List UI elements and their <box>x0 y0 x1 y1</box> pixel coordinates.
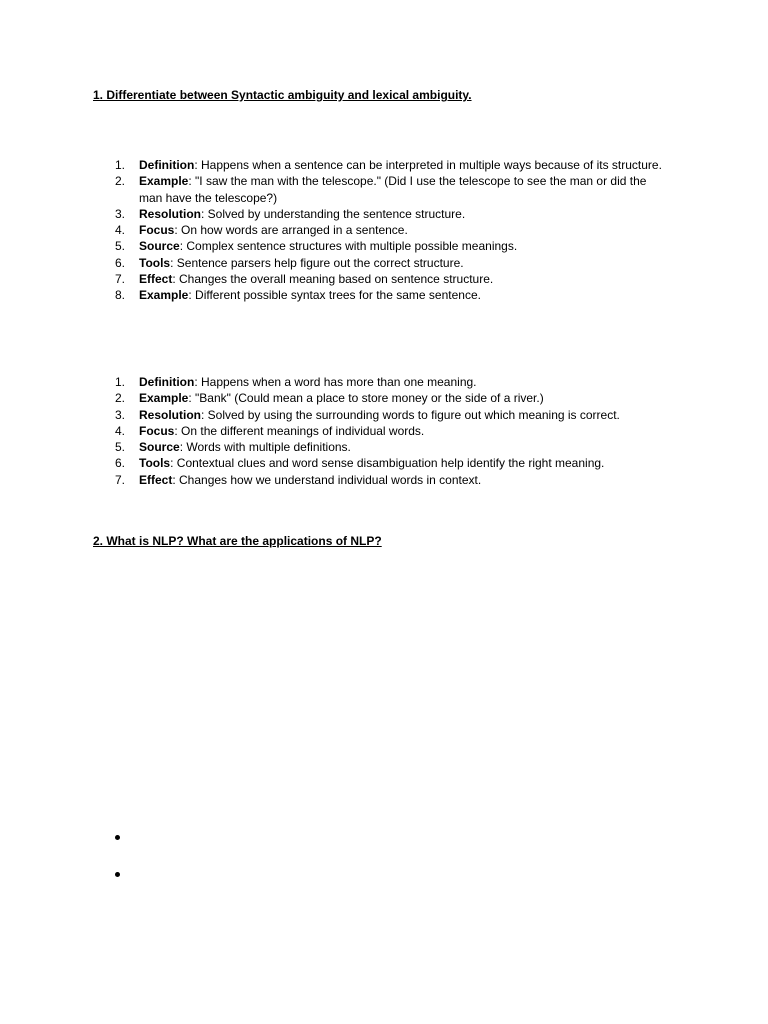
syntactic-item <box>93 206 673 222</box>
list-item-text: : On how words are arranged in a sentence. <box>174 223 408 238</box>
lexical-item <box>93 472 673 488</box>
list-item-text: : Complex sentence structures with multiple possible meanings. <box>179 239 518 254</box>
list-number: 6. <box>115 255 126 270</box>
list-item-text: : Changes the overall meaning based on sentence structure. <box>172 272 494 287</box>
lexical-ambiguity-list <box>93 374 673 488</box>
list-number: 3. <box>115 407 126 422</box>
list-number: 5. <box>115 440 126 455</box>
list-item-text: : Words with multiple definitions. <box>179 440 351 455</box>
list-item-term: Example <box>139 174 189 189</box>
list-item-term: Source <box>139 440 180 455</box>
lexical-item <box>93 439 673 455</box>
list-number: 4. <box>115 223 126 238</box>
list-item-term: Example <box>139 288 189 303</box>
syntactic-ambiguity-list <box>93 157 673 304</box>
list-item-term: Focus <box>139 423 175 438</box>
list-item-term: Effect <box>139 472 173 487</box>
list-item-term: Definition <box>139 375 195 389</box>
list-item-term: Resolution <box>139 407 201 422</box>
list-item-term: Example <box>139 391 189 406</box>
list-item-term: Focus <box>139 223 175 238</box>
syntactic-item <box>93 173 673 206</box>
list-number: 8. <box>115 288 126 303</box>
list-item-text: : "I saw the man with the telescope." (Did I use the telescope to see the man or did the man have the telescope?) <box>139 174 647 205</box>
syntactic-item <box>93 222 673 238</box>
lexical-item <box>93 390 673 406</box>
list-number: 4. <box>115 423 126 438</box>
list-item-term: Definition <box>139 158 195 172</box>
list-item-text: : "Bank" (Could mean a place to store money or the side of a river.) <box>188 391 544 406</box>
bullet-dot-icon <box>115 872 120 877</box>
list-item-text: : On the different meanings of individual words. <box>174 423 425 438</box>
lexical-item <box>93 423 673 439</box>
list-number: 1. <box>115 158 126 172</box>
list-number: 7. <box>115 472 126 487</box>
list-item-term: Source <box>139 239 180 254</box>
syntactic-item <box>93 287 673 303</box>
bullet-dot-icon <box>115 835 120 840</box>
syntactic-item <box>93 271 673 287</box>
list-number: 2. <box>115 174 126 189</box>
list-number: 6. <box>115 456 126 471</box>
syntactic-item <box>93 157 673 173</box>
lexical-item <box>93 374 673 390</box>
lexical-item <box>93 455 673 471</box>
list-item-term: Effect <box>139 272 173 287</box>
list-item-text: : Different possible syntax trees for the same sentence. <box>188 288 481 303</box>
list-item-text: : Happens when a sentence can be interpreted in multiple ways because of its structure. <box>194 158 662 172</box>
syntactic-item <box>93 255 673 271</box>
question-2-heading: 2. What is NLP? What are the applications of NLP? <box>93 534 382 548</box>
list-item-text: : Solved by understanding the sentence structure. <box>201 206 466 221</box>
list-item-term: Resolution <box>139 206 201 221</box>
list-item-term: Tools <box>139 456 171 471</box>
list-item-text: : Happens when a word has more than one meaning. <box>194 375 477 389</box>
list-item-text: : Sentence parsers help figure out the correct structure. <box>170 255 464 270</box>
syntactic-item <box>93 238 673 254</box>
list-item-text: : Changes how we understand individual words in context. <box>172 472 482 487</box>
list-item-term: Tools <box>139 255 171 270</box>
list-number: 3. <box>115 206 126 221</box>
list-number: 2. <box>115 391 126 406</box>
list-number: 5. <box>115 239 126 254</box>
list-number: 7. <box>115 272 126 287</box>
list-item-text: : Contextual clues and word sense disambiguation help identify the right meaning. <box>170 456 605 471</box>
list-number: 1. <box>115 375 126 389</box>
lexical-item <box>93 407 673 423</box>
list-item-text: : Solved by using the surrounding words to figure out which meaning is correct. <box>201 407 620 422</box>
question-1-heading: 1. Differentiate between Syntactic ambiguity and lexical ambiguity. <box>93 88 472 102</box>
